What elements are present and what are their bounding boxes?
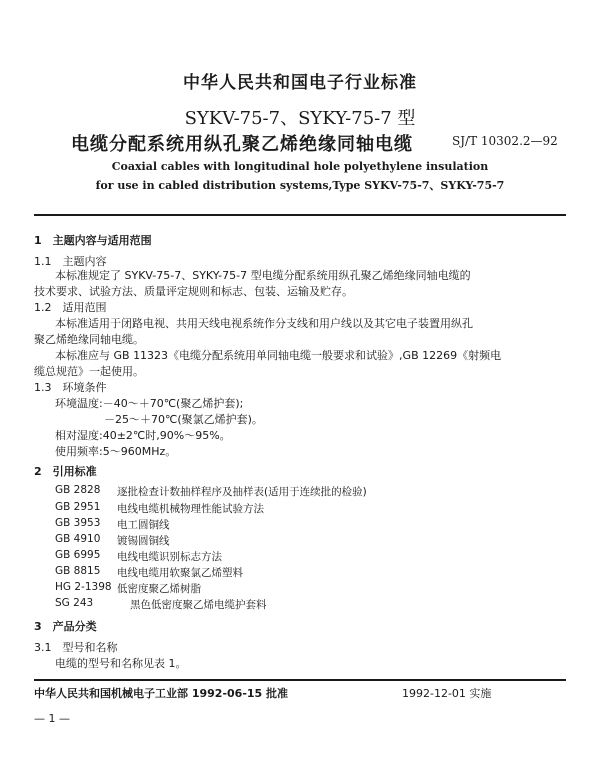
section-1-1-text-line1: 本标准规定了 SYKV-75-7、SYKY-75-7 型电缆分配系统用纵孔聚乙烯绝缘同轴电缆的 (55, 269, 471, 282)
section-1-3-heading: 1.3 环境条件 (34, 381, 107, 394)
standard-category-title: 中华人民共和国电子行业标准 (183, 73, 417, 93)
section-1-2-text-line2: 聚乙烯绝缘同轴电缆。 (34, 333, 144, 346)
reference-title: 电工圆铜线 (117, 519, 170, 531)
document-title-english-line1: Coaxial cables with longitudinal hole polyethylene insulation (111, 160, 489, 173)
reference-code: GB 6995 (55, 549, 101, 561)
effective-date: 1992-12-01 实施 (402, 687, 492, 700)
section-1-2-text-line4: 缆总规范》一起使用。 (34, 365, 144, 378)
standard-code: SJ/T 10302.2—92 (452, 134, 558, 148)
reference-title: 电线电缆识别标志方法 (117, 551, 222, 563)
document-title-chinese: 电缆分配系统用纵孔聚乙烯绝缘同轴电缆 (71, 134, 413, 155)
reference-code: GB 2828 (55, 484, 101, 496)
reference-code: GB 3953 (55, 517, 101, 529)
header-divider (34, 214, 566, 216)
section-1-1-text-line2: 技术要求、试验方法、质量评定规则和标志、包装、运输及贮存。 (34, 285, 353, 298)
section-1-2-heading: 1.2 适用范围 (34, 301, 107, 314)
section-3-1-text: 电缆的型号和名称见表 1。 (55, 657, 187, 670)
reference-code: GB 2951 (55, 501, 101, 513)
section-1-heading: 1 主题内容与适用范围 (34, 234, 152, 247)
page-number: — 1 — (34, 712, 70, 725)
approval-line: 中华人民共和国机械电子工业部 1992-06-15 批准 (34, 687, 289, 700)
reference-title: 低密度聚乙烯树脂 (117, 583, 201, 595)
reference-code: GB 8815 (55, 565, 101, 577)
reference-title: 电线电缆用软聚氯乙烯塑料 (117, 567, 243, 579)
reference-code: GB 4910 (55, 533, 101, 545)
reference-code: HG 2-1398 (55, 581, 112, 593)
reference-title: 镀锡圆铜线 (117, 535, 170, 547)
section-1-2-text-line3: 本标准应与 GB 11323《电缆分配系统用单同轴电缆一般要求和试验》,GB 12269《射频电 (55, 349, 502, 362)
relative-humidity: 相对湿度:40±2℃时,90%～95%。 (55, 429, 231, 442)
environment-temperature-2: －25～＋70℃(聚氯乙烯护套)。 (104, 413, 263, 426)
footer-divider (34, 679, 566, 681)
section-1-2-text-line1: 本标准适用于闭路电视、共用天线电视系统作分支线和用户线以及其它电子装置用纵孔 (55, 317, 473, 330)
section-3-1-heading: 3.1 型号和名称 (34, 641, 118, 654)
environment-temperature-1: 环境温度:－40～＋70℃(聚乙烯护套); (55, 397, 244, 410)
section-1-1-heading: 1.1 主题内容 (34, 255, 107, 268)
reference-title: 电线电缆机械物理性能试验方法 (117, 503, 264, 515)
reference-title: 黑色低密度聚乙烯电缆护套料 (130, 599, 267, 611)
document-title-english-line2: for use in cabled distribution systems,Type SYKV-75-7、SYKY-75-7 (95, 179, 505, 192)
operating-frequency: 使用频率:5～960MHz。 (55, 445, 177, 458)
reference-title: 逐批检查计数抽样程序及抽样表(适用于连续批的检验) (117, 486, 367, 498)
model-line: SYKV-75-7、SYKY-75-7 型 (184, 108, 416, 129)
section-3-heading: 3 产品分类 (34, 620, 97, 633)
section-2-heading: 2 引用标准 (34, 465, 97, 478)
reference-code: SG 243 (55, 597, 94, 609)
